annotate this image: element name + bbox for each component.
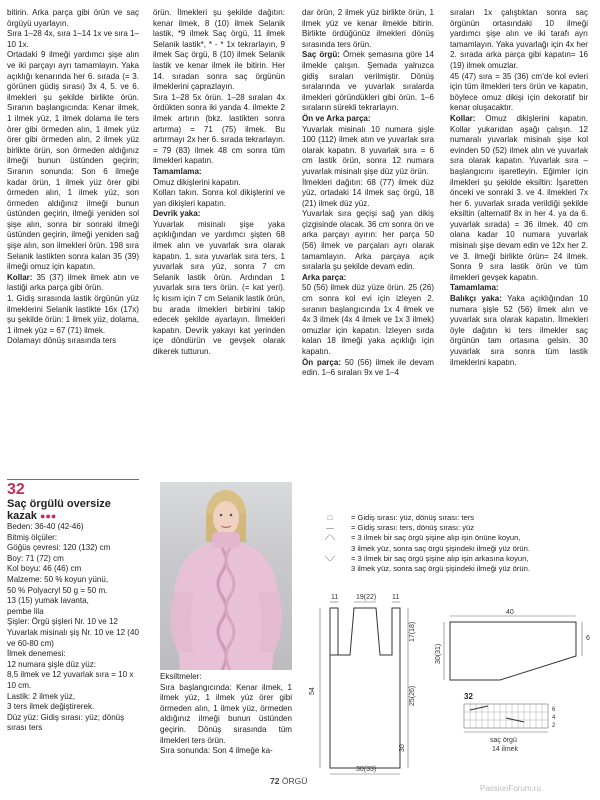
col2-heading: Tamamlama: xyxy=(153,166,202,176)
legend-symbol: ⟋⟍ xyxy=(324,533,336,543)
pattern-number: 32 xyxy=(7,481,25,498)
col3-paragraph: Yuvarlak misinalı 10 numara şişle 100 (112) ilmek atın ve yuvarlak sıra olarak kapatın. 8 yuvarlak sıra = 6 cm lastik örün, sonra 12 numara yuvarlak misinalı şişe düz yüz örün. xyxy=(302,124,434,176)
schematic-svg xyxy=(300,560,600,775)
col1-paragraph: Sıra 1–28 4x, sıra 1–14 1x ve sıra 1–10 1x. xyxy=(7,29,139,49)
spec-paragraph: pembe lila xyxy=(7,606,44,616)
decrease-paragraph: Sıra başlangıcında: Kenar ilmek, 1 ilmek yüz, 1 ilmek yüz örer gibi örmeden alın, 1 ilmek yüz, örmeden aldığınız ilmeği bunun üstünden geçirin. Dönüş sırasında tüm ilmekleri ters örün. xyxy=(160,682,292,745)
sleeve-width: 30(31) xyxy=(435,643,442,664)
decrease-paragraph xyxy=(160,672,292,683)
decrease-paragraph: Sıra sonunda: Son 4 ilmeğe ka- xyxy=(160,746,273,756)
col2-heading: Devrik yaka: xyxy=(153,209,201,219)
col2-paragraph: Sıra 1–28 5x örün. 1–28 sıraları 4x ördükten sonra iki yanda 4. ilmekte 2 ilmek artırın (bkz. lastikten sonra artırma) = 71 (75) ilmek. Bu artırmayı 2x her 6. sırada tekrarlayın. = 79 (83) ilmek 48 cm sonra tüm ilmekleri kapatın. xyxy=(153,92,285,166)
col2-paragraph: Omuz dikişlerini kapatın. xyxy=(153,177,241,187)
col3-paragraph: Saç örgü: Örnek şemasına göre 14 ilmekle çalışın. Şemada yalnızca gidiş sıraları verilmiştir. Dönüş sıralarında ve yuvarlak sıralarda ilmekleri göründükleri gibi örün. 1–6 sıraların sürekli tekrarlayın. xyxy=(302,50,434,113)
spec-paragraph: Düz yüz: Gidiş sırası: yüz; dönüş sırası ters xyxy=(7,712,125,733)
spec-paragraph: Malzeme: 50 % koyun yünü, xyxy=(7,574,109,584)
spec-paragraph: 50 % Polyacryl 50 g = 50 m. xyxy=(7,585,108,595)
pattern-specs xyxy=(7,522,142,734)
col4-paragraph: sıraları 1x çalıştıktan sonra saç örgünün ortasındaki 10 ilmeği yardımcı şişe alın ve iki tarafı ayrı tamamlayın. Yaka yuvarlağı için 4x her 2. sırada arka parça gibi kapatın= 16 (19) ilmek omuzlar. xyxy=(450,8,588,70)
spec-heading: Beden: xyxy=(7,522,33,531)
col1-paragraph: 1. Gidiş sırasında lastik örgünün yüz ilmeklerini Selanik lastikte 16x (17x) şu şekilde örün: 1 ilmek yüz, dolama, 1 ilmek yüz = 67 (71) ilmek. xyxy=(7,294,139,335)
col4-paragraph: 45 (47) sıra = 35 (36) cm’de kol evleri için tüm ilmekleri ters örün ve kapatın, böylece omuz dikişi için dekoratif bir kenar oluşacaktır. xyxy=(450,71,588,113)
col1-paragraph: Kollar: 35 (37) ilmek ilmek atın ve lastiği arka parça gibi örün. xyxy=(7,272,139,293)
col3-heading: Saç örgü: xyxy=(302,50,340,60)
col2-paragraph: Yuvarlak misinalı şişe yaka açıklığından ve yardımcı şişten 68 ilmek alın ve yuvarlak sıra olarak kapatın. 1. sıra yuvarlak sıra ters, 1 yuvarlak sıra yüz, sonra 7 cm Selanik lastik örün. Ardından 1 yuvarlak sıra ters örün. (= kat yeri). İç kısım için 7 cm Selanik lastik örün, bu arada ilmekleri birbirini takip edecek şekilde ayarlayın. İlmekleri kapatın. Devrik yakayı kat yerinden içe döndürün ve gevşek olarak dikerek tutturun. xyxy=(153,219,285,356)
decrease-instructions xyxy=(160,672,292,757)
text-column-3 xyxy=(302,8,434,379)
spec-paragraph: Şişler: Örgü şişleri Nr. 10 ve 12 xyxy=(7,617,118,627)
dim-top-left: 11 xyxy=(331,594,339,601)
dim-top-right: 11 xyxy=(392,594,400,601)
col3-paragraph: 50 (56) ilmek düz yüze örün. 25 (26) cm sonra kol evi için izleyen 2. sıranın başlangıcında 1x 4 ilmek ve 4x 3 ilmek (4x 4 ilmek ve 1x 3 ilmek) omuzlar için kapatın. İzleyen sırda kalan 18 ilmeği yaka açıklığı için kapatın. xyxy=(302,283,434,356)
magazine-name: ÖRGÜ xyxy=(281,776,308,786)
col4-heading: Balıkçı yaka: xyxy=(450,294,502,304)
sleeve-cuff: 6 xyxy=(586,635,590,642)
sweater-photo-illustration xyxy=(160,482,292,670)
chart-row-4: 4 xyxy=(552,715,556,721)
col3-paragraph: dar örün, 2 ilmek yüz birlikte örün, 1 ilmek yüz ve kenar ilmekle bitirin. Birlikte ördüğünüz ilmekleri dönüş sırasında ters örün. xyxy=(302,8,434,49)
text-column-1 xyxy=(7,8,139,347)
col3-paragraph: Yuvarlak sıra geçişi sağ yan dikiş çizgisinde olacak. 36 cm sonra ön ve arka parçayı ayırın: her parça 50 (56) ilmek ve parçaları ayrı olarak tamamlayın. Arka parçaya açık sıralarla şu şekilde devam edin. xyxy=(302,209,434,272)
spec-paragraph: 8,5 ilmek ve 12 yuvarlak sıra = 10 x 10 cm. xyxy=(7,670,134,690)
spec-paragraph: Boy: 71 (72) cm xyxy=(7,553,64,563)
dim-bottom-width: 30(33) xyxy=(356,766,377,773)
chart-number: 32 xyxy=(464,692,473,701)
legend-text: 3 ilmek yüz, sonra saç örgü şişindeki ilmeği yüz örün. xyxy=(351,543,530,553)
col1-paragraph: bitirin. Arka parça gibi örün ve saç örgüyü uyarlayın. xyxy=(7,8,139,28)
col1-paragraph: Ortadaki 9 ilmeği yardımcı şişe alın ve iki parçayı ayrı tamamlayın. Yaka açıklığı kenarında her 6. sırada (= 3. görünen güdiş sırası) 3x 4, 5. ve 6. ilmekleri şu şekilde birlikte örün. Sıranın başlangıcında: Kenar ilmek, 1 ilmek yüz, 1 ilmek dolama ile ters örer gibi örmeden alın, 1 ilmek yüz örer gibi örmeden alın, 2 ilmek yüz birlikte örün, son örmeden aldığınız ilmeği bunun üstünden geçirin; Sıranın sonunda: Son 6 ilmeğe kadar örün, 1 ilmek yüz örer gibi örmeden alın, 1 ilmek yüz, son örmeden aldığınız ilmeği bunun üstünden geçirin, ilmeği yeniden sol şişe alın, sonra bir sonraki ilmeği üstünden geçirin, ilmeği yeniden sağ şişe alın, son ilmekleri örün. 198 sıra Selanik lastikten sonra kalan 35 (39) ilmeği omuz için kapatın. xyxy=(7,50,139,272)
spec-paragraph: Yuvarlak misinalı şiş Nr. 10 ve 12 (40 ve 60-80 cm) xyxy=(7,627,139,648)
dim-total-height: 54 xyxy=(309,687,316,695)
col2-paragraph xyxy=(153,209,285,220)
col3-heading: Ön ve Arka parça: xyxy=(302,113,371,123)
col2-paragraph: örün. İlmekleri şu şekilde dağıtın: kenar ilmek, 8 (10) ilmek Selanik lastik, *9 ilmek Saç örgü, 11 ilmek Selanik lastik*, * - * 1x tekrarlayın, 9 ilmek Saç örgü, 8 (10) ilmek Selanik lastik ve kenar ilmek ile bitirin. Her 14. sıradan sonra saç örgünün ilmeklerini çaprazlayın. xyxy=(153,8,285,92)
model-photo xyxy=(160,482,292,670)
col4-paragraph: Balıkçı yaka: Yaka açıklığından 10 numara şişle 52 (56) ilmek alın ve yuvarlak sıra olarak kapatın. İlmekleri öyle dağıtın ki ters ilmekler saç örgünün tam ortasına gelsin. 30 yuvarlak sıra sonra tüm lastik ilmeklerini kapatın. xyxy=(450,294,588,367)
col3-paragraph xyxy=(302,114,434,125)
col2-paragraph xyxy=(153,167,285,178)
text-column-4 xyxy=(450,8,588,368)
spec-heading: Şişler: xyxy=(7,617,30,627)
page-footer xyxy=(270,776,307,786)
col1-paragraph: Dolamayı dönüş sırasında ters xyxy=(7,336,117,346)
page-number: 72 xyxy=(270,776,280,786)
sleeve-length: 40 xyxy=(506,609,514,616)
legend-text: = 3 ilmek bir saç örgü şişine alıp işin önüne koyun, xyxy=(351,533,521,543)
spec-paragraph xyxy=(7,649,142,660)
spec-paragraph: Kol boyu: 46 (46) cm xyxy=(7,564,82,574)
dim-h2: 25(26) xyxy=(409,685,416,706)
decrease-heading: Eksiltmeler: xyxy=(160,672,202,681)
section-divider xyxy=(7,479,139,480)
legend-row xyxy=(309,533,594,543)
col3-paragraph: Ön parça: 50 (56) ilmek ile devam edin. 1–6 sıraları 9x ve 1–4 xyxy=(302,357,434,378)
spec-paragraph: 13 (15) yumak lavanta, xyxy=(7,596,89,606)
legend-symbol: □ xyxy=(327,513,333,522)
spec-paragraph: Lastik: 2 ilmek yüz, xyxy=(7,691,75,701)
dim-h3: 30 xyxy=(399,744,406,752)
col4-heading: Kollar: xyxy=(450,113,476,123)
legend-row xyxy=(309,523,594,533)
spec-paragraph: 3 ters ilmek değiştirerek. xyxy=(7,702,95,712)
col3-paragraph xyxy=(302,273,434,284)
dim-top-mid: 19(22) xyxy=(356,594,377,601)
legend-symbol: — xyxy=(326,523,334,533)
spec-paragraph: Beden: 36-40 (42-46) xyxy=(7,522,84,531)
col4-paragraph: Kollar: Omuz dikişlerini kapatın. Kollar yukarıdan aşağı çalışın. 12 numaralı yuvarlak misinalı şişe kol evinden 50 (52) ilmek alın ve yuvarlak sıra olarak kapatın. Yuvarlak sıra – başlangıcını işaretleyin. Eğimler için ilmekleri şu şekilde eksiltin: İşaretten önceki ve sonraki 3. ve 4. ilmekleri 7x her 6. yuvarlak sırada verildiği şekilde eksiltin (alternatif 8x in her 4. ya da 6. yuvarlak sırada) = 36 ilmek. 40 cm olana kadar 10 numara yuvarlak misinalı şişe devam edin ve 12x her 2. ve 3. ilmeği birlikte örün= 24 ilmek. Sonra 9 sıra lastik örün ve tüm ilmekleri gevşek kapatın. xyxy=(450,113,588,282)
legend-symbol: ⟍⟋ xyxy=(324,553,336,563)
legend-text: = Gidiş sırası: yüz, dönüş sırası: ters xyxy=(351,513,475,522)
pattern-header xyxy=(7,482,142,734)
chart-row-2: 2 xyxy=(552,723,556,729)
col1-heading: Kollar: xyxy=(7,272,33,282)
chart-row-6: 6 xyxy=(552,707,556,713)
spec-heading: Malzeme: xyxy=(7,574,42,584)
col3-heading: Ön parça: xyxy=(302,357,342,367)
text-column-2 xyxy=(153,8,285,358)
col2-paragraph: Kolları takın. Sonra kol dikişlerini ve yan dikişleri kapatın. xyxy=(153,188,285,208)
schematic-diagram xyxy=(300,560,600,780)
col4-heading: Tamamlama: xyxy=(450,283,499,293)
chart-caption-2: 14 ilmek xyxy=(492,746,519,753)
legend-row xyxy=(309,544,594,554)
legend-text: 3 ilmek yüz, sonra saç örgü şişindeki ilmeği yüz örün. xyxy=(351,564,530,574)
pattern-title: Saç örgülü oversize kazak ●●● xyxy=(7,498,111,522)
legend-text: = Gidiş sırası: ters, dönüş sırası: yüz xyxy=(351,523,475,533)
chart-caption: saç örgü xyxy=(490,737,517,744)
legend-row xyxy=(309,513,594,523)
difficulty-dots: ●●● xyxy=(40,511,57,521)
spec-paragraph: Göğüs çevresi: 120 (132) cm xyxy=(7,543,111,553)
col4-paragraph xyxy=(450,283,588,294)
watermark: PassionForum.ru xyxy=(480,784,541,793)
spec-paragraph: Bitmiş ölçüler: xyxy=(7,532,58,542)
spec-heading: İlmek denemesi: xyxy=(7,649,66,659)
col3-paragraph: İlmekleri dağıtın: 68 (77) ilmek düz yüz, ortadaki 14 ilmek saç örgü, 18 (21) ilmek düz yüz. xyxy=(302,177,434,208)
dim-h1: 17(18) xyxy=(409,621,416,642)
col3-heading: Arka parça: xyxy=(302,272,347,282)
legend-text: = 3 ilmek bir saç örgü şişine alıp işin arkasına koyun, xyxy=(351,553,529,563)
spec-paragraph: 12 numara şişle düz yüz: xyxy=(7,659,97,669)
